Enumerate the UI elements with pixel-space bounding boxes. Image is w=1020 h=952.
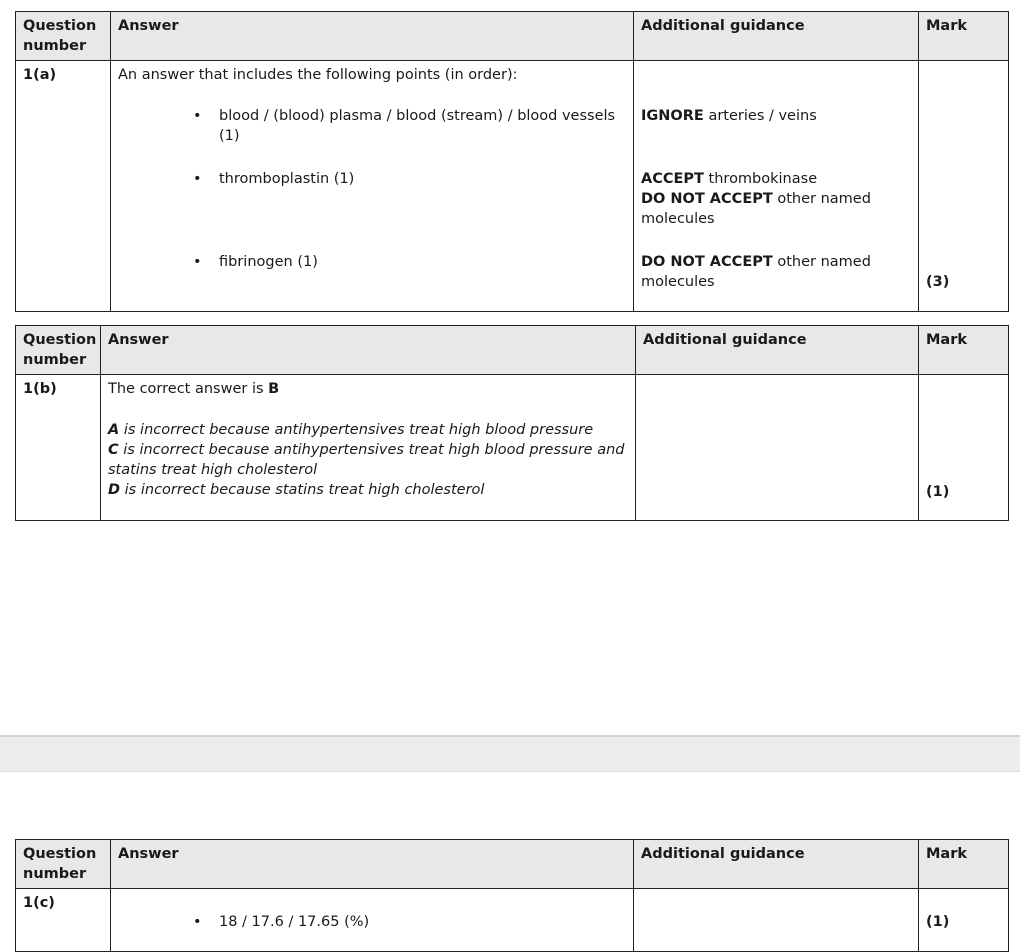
header-answer: Answer [111,12,634,61]
question-number-1a: 1(a) [16,61,111,312]
guidance-block [641,106,911,148]
question-number-1c: 1(c) [16,889,111,952]
guidance-cell-1a [634,61,919,312]
guidance-block [641,169,911,231]
bullet-icon: • [193,171,202,187]
answer-point-text: thromboplastin (1) [219,171,355,187]
markscheme-table-1b [15,325,1009,521]
answer-cell-1c [111,889,634,952]
guidance-text: arteries / veins [703,108,817,124]
answer-point [118,912,626,932]
explanation [108,420,628,440]
bullet-icon: • [193,254,202,270]
answer-points-list [118,912,626,932]
header-additional-guidance: Additional guidance [634,12,919,61]
header-question-number: Question number [16,840,111,889]
bullet-icon: • [193,914,202,930]
guidance-keyword: DO NOT ACCEPT [641,191,773,207]
answer-point-text: blood / (blood) plasma / blood (stream) / blood vessels (1) [219,108,616,144]
guidance-text: thrombokinase [703,171,818,187]
correct-answer-prefix: The correct answer is [108,381,269,397]
mark-value: (1) [926,914,950,930]
guidance-keyword: DO NOT ACCEPT [641,254,773,270]
answer-point-text: fibrinogen (1) [219,254,318,270]
explanation-text: is incorrect because antihypertensives treat high blood pressure [119,422,594,438]
guidance-block [641,252,911,292]
guidance-cell-1c [634,889,919,952]
explanation [108,480,628,500]
answer-point [118,252,626,272]
answer-points-list [118,106,626,272]
markscheme-table-1a [15,11,1009,312]
header-answer: Answer [101,326,636,375]
question-number-1b: 1(b) [16,375,101,521]
explanation [108,440,628,480]
answer-cell-1a [111,61,634,312]
guidance-text: other named molecules [641,254,871,290]
guidance-cell-1b [636,375,919,521]
header-mark: Mark [919,840,1009,889]
header-question-number: Question number [16,12,111,61]
answer-point [118,169,626,231]
guidance-text: other named molecules [641,191,871,227]
header-question-number: Question number [16,326,101,375]
mark-value: (3) [926,274,950,290]
option-letter: D [108,482,121,498]
mark-value: (1) [926,484,950,500]
explanation-text: is incorrect because antihypertensives treat high blood pressure and statins treat high cholesterol [108,442,625,478]
explanation-text: is incorrect because statins treat high cholesterol [120,482,485,498]
header-mark: Mark [919,326,1009,375]
header-additional-guidance: Additional guidance [634,840,919,889]
mark-cell-1b [919,375,1009,521]
header-mark: Mark [919,12,1009,61]
header-additional-guidance: Additional guidance [636,326,919,375]
header-answer: Answer [111,840,634,889]
answer-point [118,106,626,148]
answer-intro: An answer that includes the following points (in order): [118,67,518,83]
guidance-keyword: IGNORE [641,108,704,124]
option-letter: A [108,422,120,438]
correct-answer-letter: B [268,381,280,397]
markscheme-table-1c [15,839,1009,952]
answer-cell-1b [101,375,636,521]
option-letter: C [108,442,119,458]
mark-cell-1c [919,889,1009,952]
page-separator [0,735,1020,772]
bullet-icon: • [193,108,202,124]
guidance-keyword: ACCEPT [641,171,704,187]
correct-answer-line [108,379,628,420]
answer-point-text: 18 / 17.6 / 17.65 (%) [219,914,370,930]
mark-cell-1a [919,61,1009,312]
